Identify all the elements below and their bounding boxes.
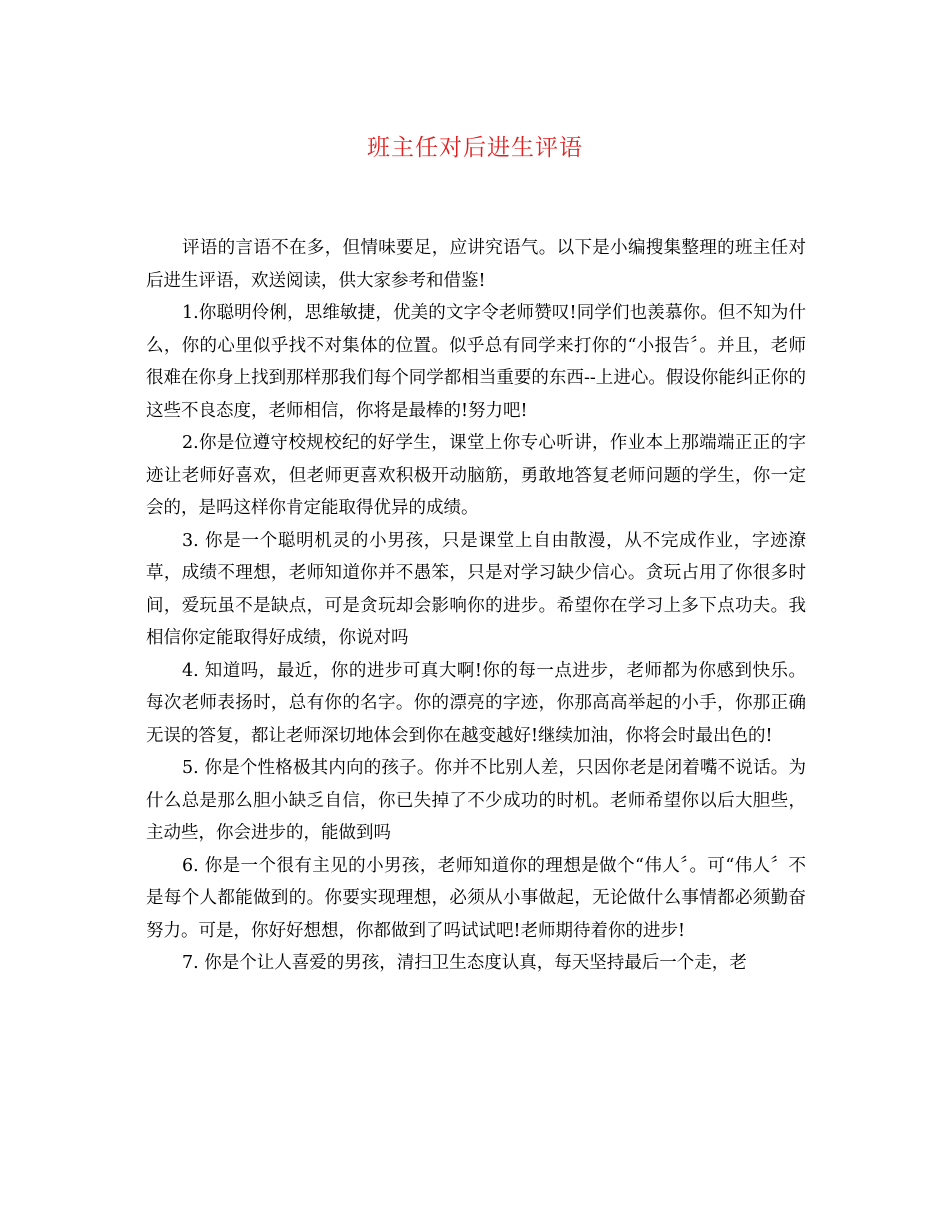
comment-paragraph-6: 6. 你是一个很有主见的小男孩，老师知道你的理想是做个“伟人〞。可“伟人〞不是每个人都能做到的。你要实现理想，必须从小事做起，无论做什么事情都必须勤奋努力。可是，你好好想想，你都做到了吗试试吧!老师期待着你的进步! bbox=[146, 855, 806, 941]
document-body bbox=[146, 232, 806, 980]
comment-paragraph-3: 3. 你是一个聪明机灵的小男孩，只是课堂上自由散漫，从不完成作业，字迹潦草，成绩不理想，老师知道你并不愚笨，只是对学习缺少信心。贪玩占用了你很多时间，爱玩虽不是缺点，可是贪玩却会影响你的进步。希望你在学习上多下点功夫。我相信你定能取得好成绩，你说对吗 bbox=[146, 530, 806, 648]
intro-paragraph: 评语的言语不在多，但情味要足，应讲究语气。以下是小编搜集整理的班主任对后进生评语，欢送阅读，供大家参考和借鉴! bbox=[146, 238, 806, 291]
comment-paragraph-7: 7. 你是个让人喜爱的男孩，清扫卫生态度认真，每天坚持最后一个走，老 bbox=[182, 953, 747, 973]
document-title: 班主任对后进生评语 bbox=[367, 135, 583, 161]
comment-paragraph-5: 5. 你是个性格极其内向的孩子。你并不比别人差，只因你老是闭着嘴不说话。为什么总是那么胆小缺乏自信，你已失掉了不少成功的时机。老师希望你以后大胆些，主动些，你会进步的，能做到吗 bbox=[146, 758, 806, 843]
comment-paragraph-1: 1.你聪明伶俐，思维敏捷，优美的文字令老师赞叹!同学们也羡慕你。但不知为什么，你的心里似乎找不对集体的位置。似乎总有同学来打你的“小报告〞。并且，老师很难在你身上找到那样那我们每个同学都相当重要的东西--上进心。假设你能纠正你的这些不良态度，老师相信，你将是最棒的!努力吧! bbox=[146, 303, 806, 421]
comment-paragraph-4: 4. 知道吗，最近，你的进步可真大啊!你的每一点进步，老师都为你感到快乐。每次老师表扬时，总有你的名字。你的漂亮的字迹，你那高高举起的小手，你那正确无误的答复，都让老师深切地体会到你在越变越好!继续加油，你将会时最出色的! bbox=[146, 660, 806, 746]
comment-paragraph-2: 2.你是位遵守校规校纪的好学生，课堂上你专心听讲，作业本上那端端正正的字迹让老师好喜欢，但老师更喜欢积极开动脑筋，勇敢地答复老师问题的学生，你一定会的，是吗这样你肯定能取得优异的成绩。 bbox=[146, 433, 806, 518]
